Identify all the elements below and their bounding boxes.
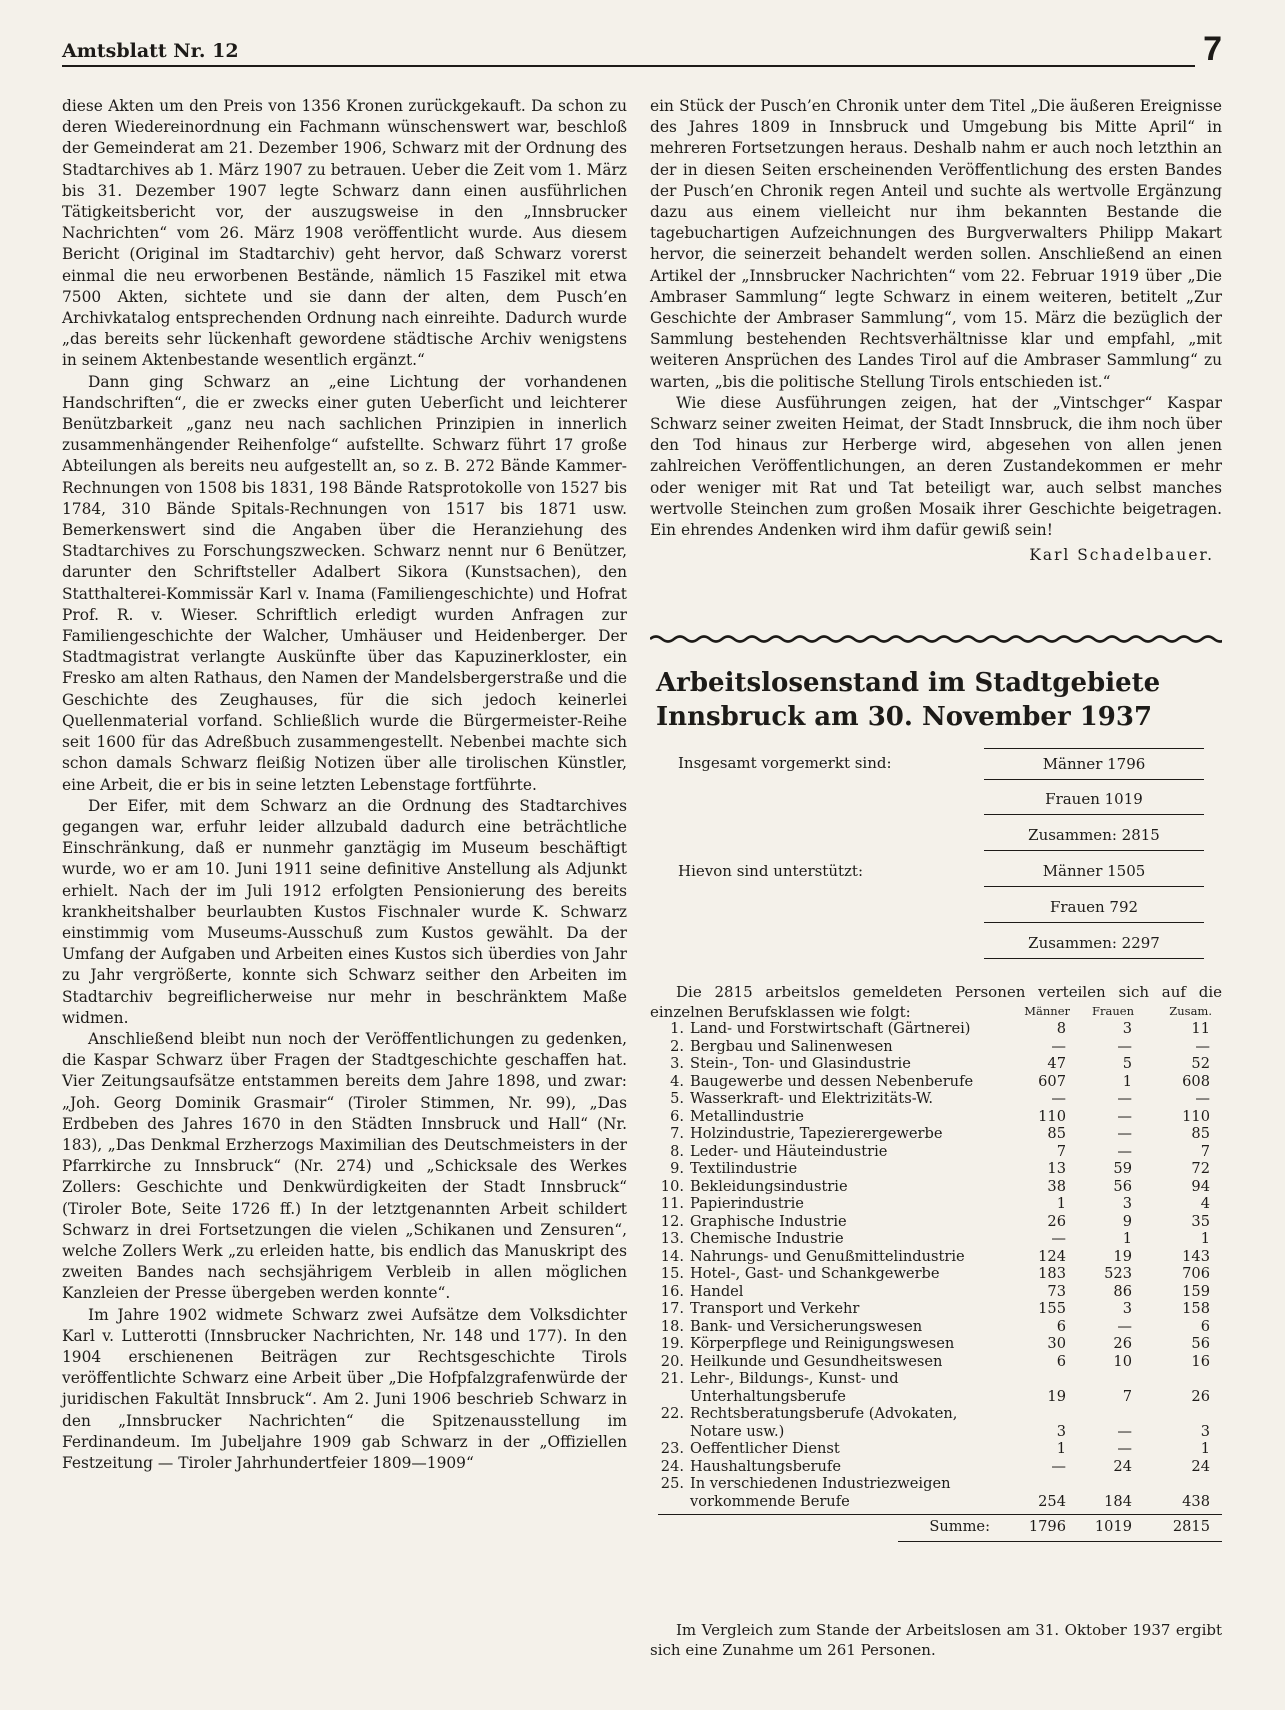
note-text: Im Vergleich zum Stande der Arbeitslosen am 31. Oktober 1937 ergibt sich eine Zunahme um 261 Personen. — [650, 1621, 1222, 1659]
title-line: Innsbruck am 30. November 1937 — [656, 702, 1153, 732]
row-men: — — [1051, 1230, 1066, 1247]
row-women: — — [1117, 1440, 1132, 1457]
paragraph: Dann ging Schwarz an „eine Lichtung der vorhandenen Handschriften“, die er zwecks einer guten Ueberſicht und leichterer Benützbarkeit „ganz neu nach sachlichen Prinzipien in innerlich zusammenhängender Reihenfolge“ aufstellte. Schwarz führt 17 große Abteilungen als bereits neu aufgestellt an, so z. B. 272 Bände Kammer-Rechnungen von 1508 bis 1831, 198 Bände Ratsprotokolle von 1527 bis 1784, 310 Bände Spitals-Rechnungen von 1517 bis 1871 usw. Bemerkenswert sind die Angaben über die Heranziehung des Stadtarchives zu Forschungszwecken. Schwarz nennt nur 6 Benützer, darunter den Schriftsteller Adalbert Sikora (Kunstsachen), den Statthalterei-Kommissär Karl v. Inama (Familiengeschichte) und Hofrat Prof. R. v. Wieser. Schriftlich erledigt wurden Anfragen zur Familiengeschichte der Walcher, Umhäuser und Heidenberger. Der Stadtmagistrat verlangte Auskünfte über das Kapuzinerkloster, ein Fresko am alten Rathaus, den Namen der Mandelsbergerstraße und die Geschichte des Zeughauses, für die sich jedoch keinerlei Quellenmaterial vorfand. Schließlich wurde die Bürgermeister-Reihe seit 1600 für das Adreßbuch zusammengestellt. Nebenbei machte sich schon damals Schwarz fleißig Notizen über alle tirolischen Künstler, eine Arbeit, die er bis in seine letzten Lebenstage fortführte. — [62, 372, 627, 794]
totals-row — [650, 818, 1222, 854]
row-label: Rechtsberatungsberufe (Advokaten, Notare usw.) — [690, 1405, 958, 1440]
row-number: 22. — [660, 1405, 684, 1422]
row-total: 608 — [1182, 1072, 1210, 1090]
row-number: 21. — [660, 1370, 684, 1387]
row-label: Körperpflege und Reinigungswesen — [690, 1335, 955, 1352]
row-women: 59 — [1113, 1160, 1132, 1177]
row-total: 72 — [1191, 1160, 1210, 1177]
table-row — [658, 1370, 1222, 1405]
row-women: 9 — [1122, 1212, 1132, 1230]
row-label: Nahrungs- und Genußmittelindustrie — [690, 1247, 965, 1265]
row-label: Hotel-, Gast- und Schankgewerbe — [690, 1265, 940, 1282]
row-women: 19 — [1113, 1247, 1132, 1265]
table-row — [658, 1020, 1222, 1038]
row-number: 9. — [670, 1160, 684, 1177]
row-number: 2. — [670, 1037, 684, 1055]
statistics-title — [656, 666, 1216, 734]
supported-row — [650, 926, 1222, 962]
row-women: 7 — [1122, 1387, 1132, 1405]
sum-women: 1019 — [1094, 1518, 1132, 1535]
row-women: 3 — [1122, 1300, 1132, 1317]
row-women: 184 — [1104, 1492, 1132, 1510]
row-men: — — [1051, 1457, 1066, 1475]
row-total: 158 — [1182, 1300, 1210, 1317]
table-row — [658, 1405, 1222, 1440]
row-women: 10 — [1113, 1352, 1132, 1370]
supported-sum: Zusammen: 2297 — [984, 928, 1204, 959]
row-number: 19. — [660, 1335, 684, 1352]
row-women: — — [1117, 1422, 1132, 1440]
row-label: Metallindustrie — [690, 1107, 804, 1125]
newspaper-page — [62, 30, 1222, 1674]
page-number: 7 — [1195, 30, 1222, 69]
table-row — [658, 1300, 1222, 1318]
row-men: 47 — [1047, 1055, 1066, 1072]
supported-men: Männer 1505 — [984, 856, 1204, 887]
row-women: — — [1117, 1125, 1132, 1142]
totals-row — [650, 782, 1222, 818]
header-rule — [62, 65, 1222, 67]
table-row — [658, 1055, 1222, 1073]
row-label: Land- und Forstwirtschaft (Gärtnerei) — [690, 1020, 971, 1037]
table-row — [658, 1230, 1222, 1248]
row-men: 38 — [1047, 1177, 1066, 1195]
row-total: 26 — [1191, 1387, 1210, 1405]
row-total: 1 — [1200, 1230, 1210, 1247]
row-number: 16. — [660, 1282, 684, 1300]
row-total: 52 — [1191, 1055, 1210, 1072]
row-women: 1 — [1122, 1230, 1132, 1247]
row-women: — — [1117, 1317, 1132, 1335]
row-number: 12. — [660, 1212, 684, 1230]
row-label: Handel — [690, 1282, 744, 1300]
paragraph: diese Akten um den Preis von 1356 Kronen zurückgekauft. Da schon zu deren Wiedereinordnung ein Fachmann wünschenswert war, beschloß der Gemeinderat am 21. Dezember 1906, Schwarz mit der Ordnung des Stadtarchives ab 1. März 1907 zu betrauen. Ueber die Zeit vom 1. März bis 31. Dezember 1907 legte Schwarz dann einen ausführlichen Tätigkeitsbericht vor, der auszugsweise in den „Innsbrucker Nachrichten“ vom 26. März 1908 veröffentlicht wurde. Aus diesem Bericht (Original im Stadtarchiv) geht hervor, daß Schwarz vorerst einmal die neu erworbenen Bestände, nämlich 15 Faszikel mit etwa 7500 Akten, sichtete und sie dann der alten, dem Pusch’en Archivkatalog entsprechenden Ordnung nach einreihte. Dadurch wurde „das bereits sehr lückenhaft gewordene städtische Archiv wenigstens in seinem Aktenbestande wesentlich ergänzt.“ — [62, 97, 627, 370]
table-row — [658, 1178, 1222, 1196]
row-men: 183 — [1038, 1265, 1066, 1282]
row-number: 23. — [660, 1440, 684, 1457]
row-men: 607 — [1038, 1072, 1066, 1090]
table-body — [658, 1020, 1222, 1510]
row-label: Wasserkraft- und Elektrizitäts-W. — [690, 1090, 933, 1107]
paragraph: ein Stück der Pusch’en Chronik unter dem Titel „Die äußeren Ereignisse des Jahres 1809 in Innsbruck und Umgebung bis Mitte April“ in mehreren Fortsetzungen heraus. Deshalb nahm er auch noch letzthin an der in diesen Seiten erscheinenden Veröffentlichung des ersten Bandes der Pusch’en Chronik regen Anteil und suchte als wertvolle Ergänzung dazu aus einem vielleicht nur ihm bekannten Bestande die tagebuchartigen Aufzeichnungen des Burgverwalters Philipp Makart hervor, die seinerzeit behandelt werden sollen. Anschließend an einen Artikel der „Innsbrucker Nachrichten“ vom 22. Februar 1919 über „Die Ambraser Sammlung“ legte Schwarz in einem weiteren, betitelt „Zur Geschichte der Ambraser Sammlung“, vom 15. März die bezüglich der Sammlung bestehenden Rechtsverhältnisse klar und empfahl, „mit weiteren Ansprüchen des Landes Tirol auf die Ambraser Sammlung“ zu warten, „bis die politische Stellung Tirols entschieden ist.“ — [650, 97, 1222, 391]
wavy-divider — [650, 634, 1222, 644]
table-row — [658, 1475, 1222, 1510]
page-header — [62, 30, 1222, 70]
paragraph: Anschließend bleibt nun noch der Veröffentlichungen zu gedenken, die Kaspar Schwarz über Fragen der Stadtgeschichte geschaffen hat. Vier Zeitungsaufsätze entstammen bereits dem Jahre 1898, und zwar: „Joh. Georg Dominik Grasmair“ (Tiroler Stimmen, Nr. 99), „Das Erdbeben des Jahres 1670 in den Städten Innsbruck und Hall“ (Nr. 183), „Das Denkmal Erzherzogs Maximilian des Deutschmeisters in der Pfarrkirche zu Innsbruck“ (Nr. 274) und „Schicksale des Werkes Zollers: Geschichte und Denkwürdigkeiten der Stadt Innsbruck“ (Tiroler Bote, Seite 1726 ff.) In der letztgenannten Arbeit schildert Schwarz in drei Fortsetzungen die vielen „Schikanen und Zensuren“, welche Zollers Werk „zu erleiden hatte, bis endlich das Manuskript des zweiten Bandes nach sechsjährigem Verbleib in allen möglichen Kanzleien der Presse übergeben werden konnte“. — [62, 1029, 627, 1303]
row-total: 6 — [1200, 1317, 1210, 1335]
row-women: 24 — [1113, 1457, 1132, 1475]
row-label: Holzindustrie, Tapezierergewerbe — [690, 1125, 943, 1142]
row-men: 124 — [1038, 1247, 1066, 1265]
sum-label: Summe: — [929, 1518, 990, 1535]
row-total: 35 — [1191, 1212, 1210, 1230]
row-number: 11. — [660, 1195, 684, 1212]
row-total: 3 — [1200, 1422, 1210, 1440]
row-number: 7. — [670, 1125, 684, 1142]
row-label: In verschiedenen Industriezweigen vorkommende Berufe — [690, 1475, 951, 1510]
row-men: 73 — [1047, 1282, 1066, 1300]
totals-label: Insgesamt vorgemerkt sind: — [678, 754, 892, 772]
sum-row — [658, 1514, 1222, 1540]
row-women: 56 — [1113, 1177, 1132, 1195]
row-label: Haushaltungsberufe — [690, 1457, 841, 1475]
supported-row — [650, 890, 1222, 926]
row-label: Chemische Industrie — [690, 1230, 844, 1247]
table-row — [658, 1458, 1222, 1476]
row-number: 13. — [660, 1230, 684, 1247]
row-men: 110 — [1038, 1107, 1066, 1125]
row-total: — — [1195, 1037, 1210, 1055]
total-sum: Zusammen: 2815 — [984, 820, 1204, 851]
row-label: Bank- und Versicherungswesen — [690, 1317, 923, 1335]
row-men: 1 — [1056, 1195, 1066, 1212]
row-men: 1 — [1056, 1440, 1066, 1457]
row-label: Lehr-, Bildungs-, Kunst- und Unterhaltungsberufe — [690, 1370, 899, 1405]
table-row — [658, 1160, 1222, 1178]
table-row — [658, 1265, 1222, 1283]
table-row — [658, 1335, 1222, 1353]
row-women: — — [1117, 1107, 1132, 1125]
row-men: 155 — [1038, 1300, 1066, 1317]
row-number: 18. — [660, 1317, 684, 1335]
author-signature: Karl Schadelbauer. — [1029, 546, 1214, 565]
left-column — [62, 96, 627, 1474]
supported-label: Hievon sind unterstützt: — [678, 862, 864, 880]
row-total: 706 — [1182, 1265, 1210, 1282]
row-label: Textilindustrie — [690, 1160, 798, 1177]
row-women: — — [1117, 1142, 1132, 1160]
row-men: 85 — [1047, 1125, 1066, 1142]
page-title: Amtsblatt Nr. 12 — [62, 40, 243, 62]
row-number: 24. — [660, 1457, 684, 1475]
row-men: 254 — [1038, 1492, 1066, 1510]
row-women: 523 — [1104, 1265, 1132, 1282]
row-total: — — [1195, 1090, 1210, 1107]
row-men: 8 — [1056, 1020, 1066, 1037]
table-row — [658, 1248, 1222, 1266]
row-total: 94 — [1191, 1177, 1210, 1195]
comparison-note — [650, 1620, 1222, 1660]
row-label: Bergbau und Salinenwesen — [690, 1037, 893, 1055]
col-header-women: Frauen — [1092, 1004, 1134, 1018]
row-label: Stein-, Ton- und Glasindustrie — [690, 1055, 911, 1072]
row-number: 17. — [660, 1300, 684, 1317]
row-men: 3 — [1056, 1422, 1066, 1440]
row-men: 6 — [1056, 1317, 1066, 1335]
table-row — [658, 1318, 1222, 1336]
row-number: 1. — [670, 1020, 684, 1037]
row-number: 5. — [670, 1090, 684, 1107]
occupation-table — [658, 1004, 1222, 1540]
table-row — [658, 1353, 1222, 1371]
row-label: Papierindustrie — [690, 1195, 804, 1212]
row-women: 3 — [1122, 1020, 1132, 1037]
row-men: 26 — [1047, 1212, 1066, 1230]
row-total: 11 — [1191, 1020, 1210, 1037]
row-number: 25. — [660, 1475, 684, 1492]
table-row — [658, 1440, 1222, 1458]
table-row — [658, 1038, 1222, 1056]
row-total: 85 — [1191, 1125, 1210, 1142]
totals-row — [650, 746, 1222, 782]
row-women: 26 — [1113, 1335, 1132, 1352]
row-label: Heilkunde und Gesundheitswesen — [690, 1352, 943, 1370]
col-header-total: Zusam. — [1169, 1004, 1212, 1018]
table-row — [658, 1143, 1222, 1161]
totals-block — [650, 746, 1222, 962]
row-total: 24 — [1191, 1457, 1210, 1475]
sum-total: 2815 — [1172, 1518, 1210, 1535]
row-label: Transport und Verkehr — [690, 1300, 860, 1317]
row-men: — — [1051, 1090, 1066, 1107]
row-number: 10. — [660, 1177, 684, 1195]
row-total: 16 — [1191, 1352, 1210, 1370]
row-total: 4 — [1200, 1195, 1210, 1212]
table-row — [658, 1090, 1222, 1108]
col-header-men: Männer — [1024, 1004, 1070, 1018]
row-men: 30 — [1047, 1335, 1066, 1352]
row-men: 19 — [1047, 1387, 1066, 1405]
row-total: 7 — [1200, 1142, 1210, 1160]
row-total: 143 — [1182, 1247, 1210, 1265]
total-women: Frauen 1019 — [984, 784, 1204, 815]
table-row — [658, 1108, 1222, 1126]
row-women: — — [1117, 1090, 1132, 1107]
paragraph: Wie diese Ausführungen zeigen, hat der „Vintschger“ Kaspar Schwarz seiner zweiten Heimat, der Stadt Innsbruck, die ihm noch über den Tod hinaus zur Herberge wird, abgesehen von allen jenen zahlreichen Veröffentlichungen, an deren Zustandekommen er mehr oder weniger mit Rat und Tat beteiligt war, auch selbst manches wertvolle Steinchen zum großen Mosaik ihrer Geschichte beigetragen. Ein ehrendes Andenken wird ihm dafür gewiß sein! — [650, 393, 1222, 540]
row-men: 13 — [1047, 1160, 1066, 1177]
row-women: — — [1117, 1037, 1132, 1055]
supported-row — [650, 854, 1222, 890]
intro-text: Die 2815 arbeitslos gemeldeten Personen verteilen sich auf die einzelnen Berufsklassen wie folgt: — [650, 983, 1222, 1021]
row-total: 159 — [1182, 1282, 1210, 1300]
row-men: — — [1051, 1037, 1066, 1055]
row-number: 3. — [670, 1055, 684, 1072]
row-total: 110 — [1182, 1107, 1210, 1125]
row-total: 56 — [1191, 1335, 1210, 1352]
title-line: Arbeitslosenstand im Stadtgebiete — [656, 668, 1161, 698]
row-total: 1 — [1200, 1440, 1210, 1457]
row-women: 3 — [1122, 1195, 1132, 1212]
sum-men: 1796 — [1028, 1518, 1066, 1535]
table-row — [658, 1073, 1222, 1091]
paragraph: Im Jahre 1902 widmete Schwarz zwei Aufsätze dem Volksdichter Karl v. Lutterotti (Innsbrucker Nachrichten, Nr. 148 und 177). In den 1904 erschienenen Beiträgen zur Rechtsgeschichte Tirols veröffentlichte Schwarz eine Arbeit über „Die Hofpfalzgrafenwürde der juridischen Fakultät Innsbruck“. Am 2. Juni 1906 beschrieb Schwarz in den „Innsbrucker Nachrichten“ die Spitzenausstellung im Ferdinandeum. Im Jubeljahre 1909 gab Schwarz in der „Offiziellen Festzeitung — Tiroler Jahrhundertfeier 1809—1909“ — [62, 1305, 627, 1472]
row-women: 86 — [1113, 1282, 1132, 1300]
table-row — [658, 1213, 1222, 1231]
row-total: 438 — [1182, 1492, 1210, 1510]
table-row — [658, 1283, 1222, 1301]
row-number: 8. — [670, 1142, 684, 1160]
table-row — [658, 1195, 1222, 1213]
right-column — [650, 96, 1222, 566]
row-men: 7 — [1056, 1142, 1066, 1160]
supported-women: Frauen 792 — [984, 892, 1204, 923]
row-men: 6 — [1056, 1352, 1066, 1370]
row-label: Oeffentlicher Dienst — [690, 1440, 840, 1457]
total-men: Männer 1796 — [984, 748, 1204, 780]
row-label: Leder- und Häuteindustrie — [690, 1142, 888, 1160]
table-row — [658, 1125, 1222, 1143]
row-label: Baugewerbe und dessen Nebenberufe — [690, 1072, 974, 1090]
row-label: Graphische Industrie — [690, 1212, 847, 1230]
row-number: 20. — [660, 1352, 684, 1370]
paragraph: Der Eifer, mit dem Schwarz an die Ordnung des Stadtarchives gegangen war, erfuhr leider allzubald dadurch eine beträchtliche Einschränkung, daß er nunmehr ganztägig im Museum beschäftigt wurde, wo er am 10. Juni 1911 seine definitive Anstellung als Adjunkt erhielt. Nach der im Juli 1912 erfolgten Pensionierung des bereits krankheitshalber beurlaubten Kustos Fischnaler wurde K. Schwarz einstimmig vom Museums-Ausschuß zum Kustos gewählt. Da der Umfang der Aufgaben und Arbeiten eines Kustos sich überdies von Jahr zu Jahr vergrößerte, konnte sich Schwarz seither den Arbeiten im Stadtarchiv begreiflicherweise nur mehr in beschränktem Maße widmen. — [62, 796, 627, 1027]
row-label: Bekleidungsindustrie — [690, 1177, 848, 1195]
row-number: 6. — [670, 1107, 684, 1125]
row-women: 5 — [1122, 1055, 1132, 1072]
row-number: 14. — [660, 1247, 684, 1265]
row-number: 15. — [660, 1265, 684, 1282]
row-women: 1 — [1122, 1072, 1132, 1090]
table-header — [658, 1004, 1222, 1020]
row-number: 4. — [670, 1072, 684, 1090]
